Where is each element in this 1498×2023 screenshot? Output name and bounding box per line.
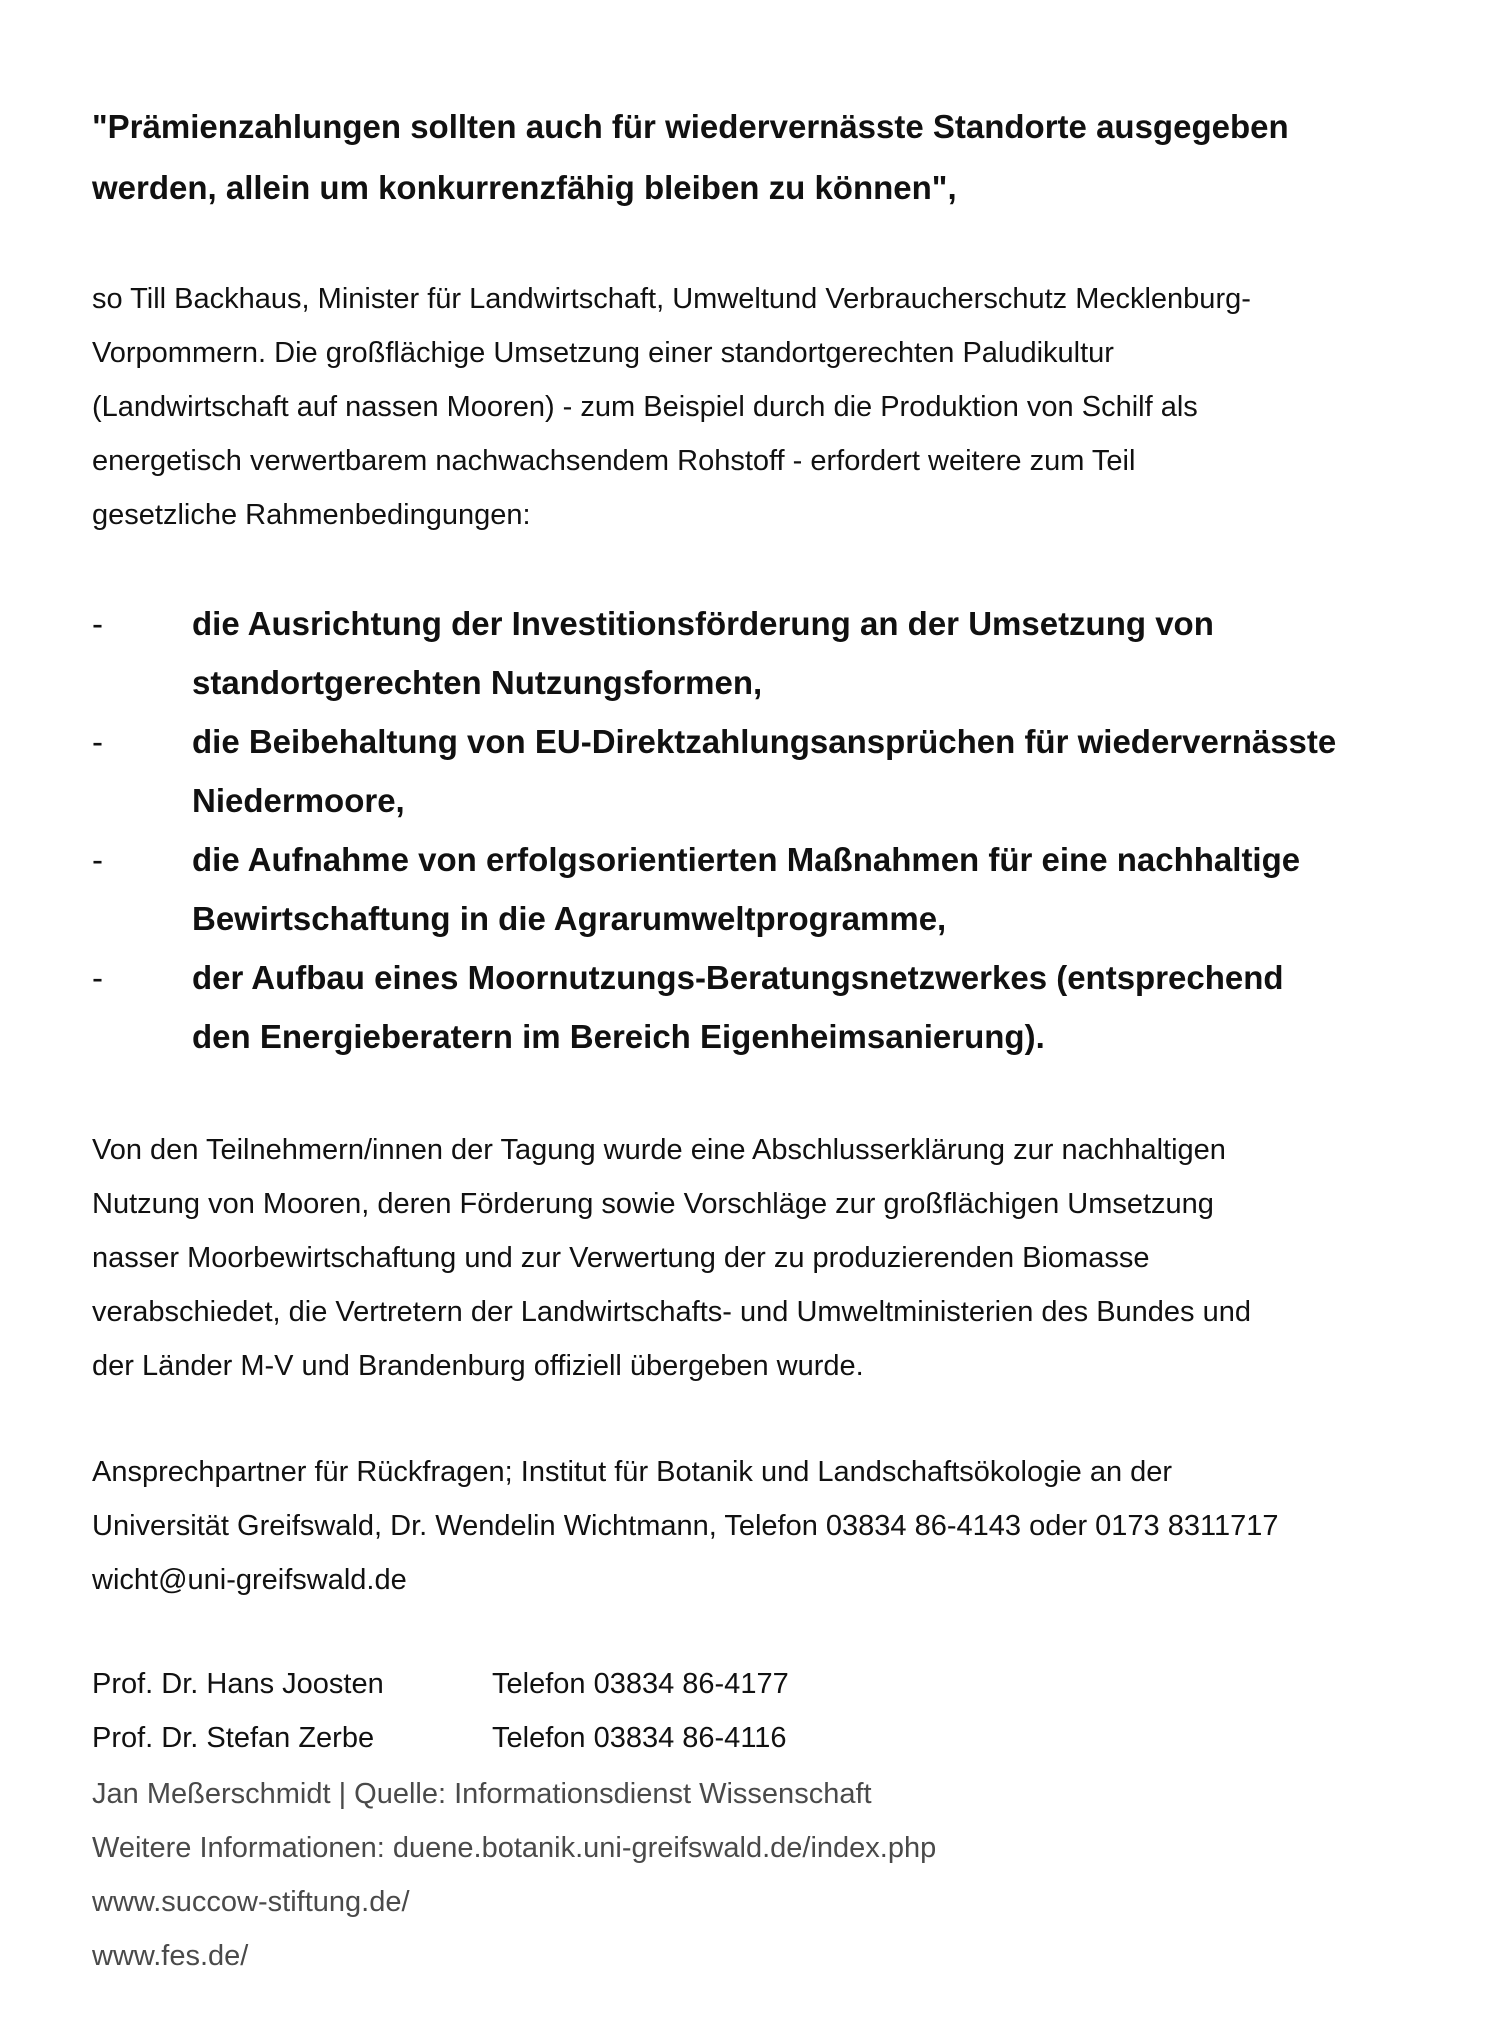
list-item-line: Bewirtschaftung in die Agrarumweltprogramme, [192, 900, 947, 937]
more-info-link: Weitere Informationen: duene.botanik.uni-greifswald.de/index.php [92, 1832, 937, 1864]
contact-email: wicht@uni-greifswald.de [92, 1564, 407, 1596]
list-item [92, 594, 1412, 712]
list-item [92, 712, 1412, 830]
contact-line: Universität Greifswald, Dr. Wendelin Wichtmann, Telefon 03834 86-4143 oder 0173 8311717 [92, 1510, 1279, 1542]
dash-bullet: - [92, 723, 103, 760]
intro-line: Vorpommern. Die großflächige Umsetzung einer standortgerechten Paludikultur [92, 337, 1114, 369]
closing-line: Von den Teilnehmern/innen der Tagung wurde eine Abschlusserklärung zur nachhaltigen [92, 1134, 1226, 1166]
person-row [92, 1711, 1412, 1765]
quote-line: werden, allein um konkurrenzfähig bleiben zu können", [92, 169, 957, 206]
closing-line: verabschiedet, die Vertretern der Landwirtschafts- und Umweltministerien des Bundes und [92, 1296, 1251, 1328]
list-item-line: standortgerechten Nutzungsformen, [192, 664, 763, 701]
list-item-line: der Aufbau eines Moornutzungs-Beratungsnetzwerkes (entsprechend [192, 959, 1284, 996]
succow-link: www.succow-stiftung.de/ [92, 1886, 410, 1918]
intro-line: gesetzliche Rahmenbedingungen: [92, 499, 531, 531]
dash-bullet: - [92, 605, 103, 642]
list-item-line: die Aufnahme von erfolgsorientierten Maßnahmen für eine nachhaltige [192, 841, 1301, 878]
contact-paragraph [92, 1445, 1452, 1607]
intro-line: so Till Backhaus, Minister für Landwirtschaft, Umweltund Verbraucherschutz Mecklenburg- [92, 283, 1251, 315]
quote-line: "Prämienzahlungen sollten auch für wiedervernässte Standorte ausgegeben [92, 108, 1289, 145]
list-item-line: den Energieberatern im Bereich Eigenheimsanierung). [192, 1018, 1045, 1055]
intro-line: energetisch verwertbarem nachwachsendem Rohstoff - erfordert weitere zum Teil [92, 445, 1136, 477]
fes-link: www.fes.de/ [92, 1940, 249, 1972]
person-row [92, 1657, 1412, 1711]
list-item [92, 830, 1412, 948]
closing-paragraph [92, 1123, 1412, 1393]
person-phone: Telefon 03834 86-4177 [492, 1668, 789, 1700]
list-item-line: Niedermoore, [192, 782, 405, 819]
closing-line: Nutzung von Mooren, deren Förderung sowie Vorschläge zur großflächigen Umsetzung [92, 1188, 1214, 1220]
requirements-list [92, 594, 1412, 1066]
source-footer [92, 1767, 1412, 1983]
dash-bullet: - [92, 959, 103, 996]
person-name: Prof. Dr. Hans Joosten [92, 1668, 384, 1700]
intro-line: (Landwirtschaft auf nassen Mooren) - zum Beispiel durch die Produktion von Schilf als [92, 391, 1198, 423]
contact-line: Ansprechpartner für Rückfragen; Institut für Botanik und Landschaftsökologie an der [92, 1456, 1173, 1488]
list-item-line: die Beibehaltung von EU-Direktzahlungsansprüchen für wiedervernässte [192, 723, 1337, 760]
list-item [92, 948, 1412, 1066]
person-phone: Telefon 03834 86-4116 [492, 1722, 787, 1754]
byline: Jan Meßerschmidt | Quelle: Informationsdienst Wissenschaft [92, 1778, 872, 1810]
list-item-line: die Ausrichtung der Investitionsförderung an der Umsetzung von [192, 605, 1214, 642]
person-name: Prof. Dr. Stefan Zerbe [92, 1722, 375, 1754]
closing-line: der Länder M-V und Brandenburg offiziell übergeben wurde. [92, 1350, 864, 1382]
dash-bullet: - [92, 841, 103, 878]
closing-line: nasser Moorbewirtschaftung und zur Verwertung der zu produzierenden Biomasse [92, 1242, 1150, 1274]
intro-paragraph [92, 272, 1412, 542]
quote-heading [92, 96, 1412, 218]
contact-people [92, 1657, 1412, 1765]
